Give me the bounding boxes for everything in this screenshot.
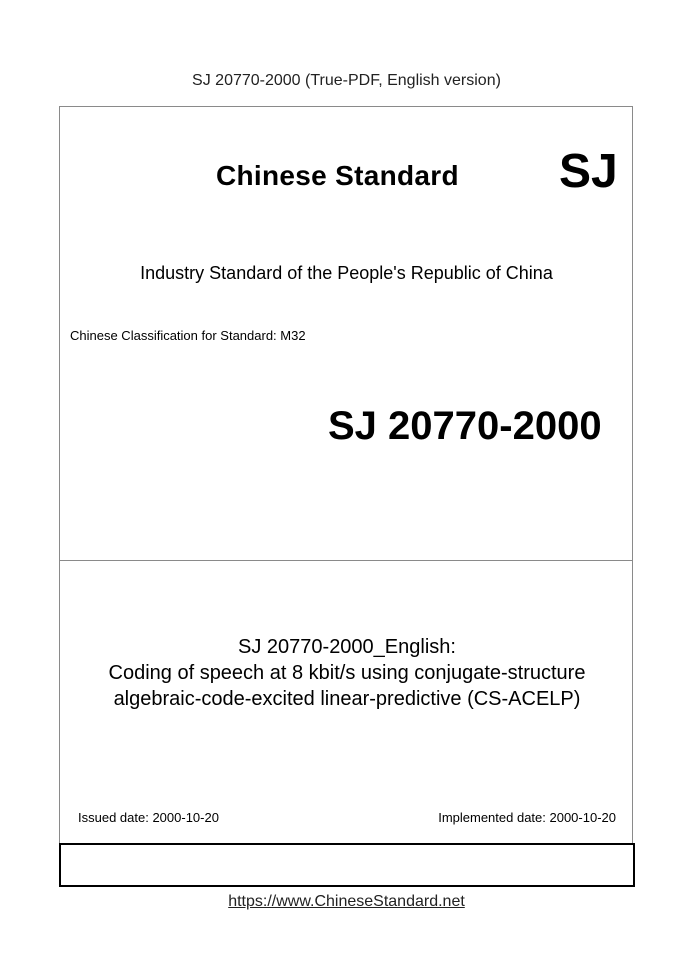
standard-code-mark: SJ	[559, 145, 618, 198]
page-header: SJ 20770-2000 (True-PDF, English version)	[192, 72, 501, 89]
classification-line: Chinese Classification for Standard: M32	[70, 328, 306, 343]
implemented-date: Implemented date: 2000-10-20	[438, 810, 616, 825]
title-line-1: SJ 20770-2000_English:	[238, 636, 456, 658]
document-title	[59, 634, 635, 712]
standard-number: SJ 20770-2000	[328, 404, 602, 448]
cover-bottom-bar	[59, 843, 635, 887]
title-line-2: Coding of speech at 8 kbit/s using conjugate-structure	[108, 662, 586, 684]
website-link[interactable]: https://www.ChineseStandard.net	[228, 893, 465, 910]
issued-date: Issued date: 2000-10-20	[78, 810, 219, 825]
document-type: Chinese Standard	[216, 160, 459, 191]
title-line-3: algebraic-code-excited linear-predictive (CS-ACELP)	[113, 688, 581, 710]
issuer-line: Industry Standard of the People's Republic of China	[140, 263, 553, 283]
